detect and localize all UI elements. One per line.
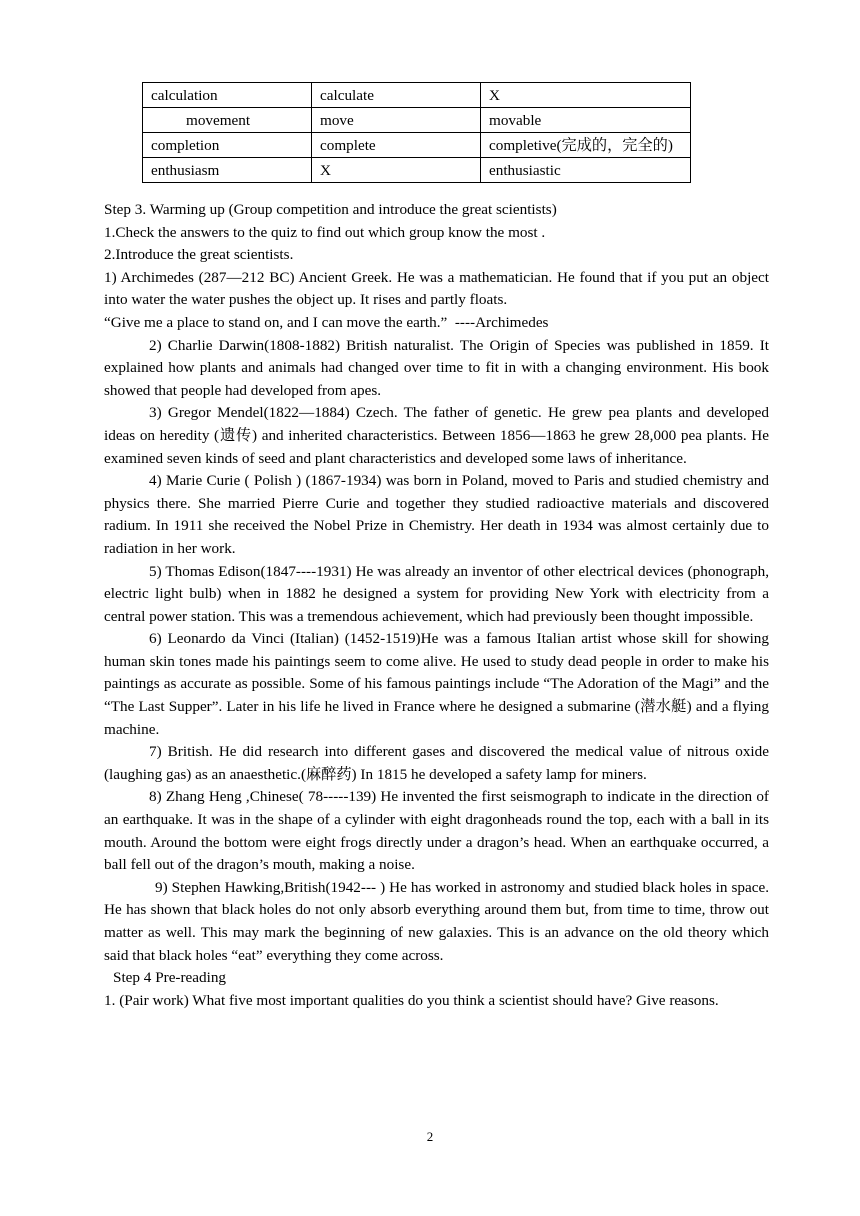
- step3-item-1: 1.Check the answers to the quiz to find out which group know the most .: [104, 223, 546, 241]
- table-cell: movement: [143, 108, 312, 133]
- step3-item-2: 2.Introduce the great scientists.: [104, 246, 294, 264]
- step4-heading: Step 4 Pre-reading: [113, 969, 227, 987]
- table-cell: enthusiastic: [481, 158, 691, 183]
- scientist-british-chemist: 7) British. He did research into different gases and discovered the medical value of nitrous oxide (laughing gas) as an anaesthetic.(麻醉药) In 1815 he developed a safety lamp for miners.: [104, 743, 769, 783]
- step4-item-1: 1. (Pair work) What five most important qualities do you think a scientist should have? Give reasons.: [104, 991, 719, 1009]
- table-cell: complete: [312, 133, 481, 158]
- scientist-zhang-heng: 8) Zhang Heng ,Chinese( 78-----139) He invented the first seismograph to indicate in the direction of an earthquake. It was in the shape of a cylinder with eight dragonheads round the top, each with a ball in its mouth. Around the bottom were eight frogs directly under a dragon’s head. When an earthquake occurred, a ball fell out of the dragon’s mouth, making a noise.: [104, 788, 769, 874]
- table-cell: enthusiasm: [143, 158, 312, 183]
- table-row: [143, 108, 691, 133]
- scientist-edison: 5) Thomas Edison(1847----1931) He was already an inventor of other electrical devices (phonograph, electric light bulb) when in 1882 he designed a system for providing New York with electricity from a central power station. This was a tremendous achievement, which had previously been thought impossible.: [104, 562, 769, 625]
- word-forms-table: [142, 82, 691, 183]
- document-body: [104, 199, 769, 1012]
- table-cell: X: [312, 158, 481, 183]
- scientist-darwin: 2) Charlie Darwin(1808-1882) British naturalist. The Origin of Species was published in 1859. It explained how plants and animals had changed over time to fit in with a changing environment. His book showed that people had developed from apes.: [104, 336, 769, 399]
- step3-heading: Step 3. Warming up (Group competition and introduce the great scientists): [104, 201, 557, 218]
- table-cell: move: [312, 108, 481, 133]
- table-row: [143, 158, 691, 183]
- table-row: [143, 133, 691, 158]
- scientist-archimedes: 1) Archimedes (287—212 BC) Ancient Greek. He was a mathematician. He found that if you put an object into water the water pushes the object up. It rises and partly floats.: [104, 268, 769, 309]
- archimedes-quote: “Give me a place to stand on, and I can move the earth.” ----Archimedes: [104, 313, 549, 331]
- scientist-curie: 4) Marie Curie ( Polish ) (1867-1934) was born in Poland, moved to Paris and studied chemistry and physics there. She married Pierre Curie and together they studied radioactive materials and discovered radium. In 1911 she received the Nobel Prize in Chemistry. Her death in 1934 was almost certainly due to radiation in her work.: [104, 472, 769, 557]
- table-cell: calculation: [143, 83, 312, 108]
- table-cell: X: [481, 83, 691, 108]
- table-cell: calculate: [312, 83, 481, 108]
- table-cell: movable: [481, 108, 691, 133]
- scientist-mendel: 3) Gregor Mendel(1822—1884) Czech. The father of genetic. He grew pea plants and developed ideas on heredity (遗传) and inherited characteristics. Between 1856—1863 he grew 28,000 pea plants. He examined seven kinds of seed and plant characteristics and developed some laws of inheritance.: [104, 404, 769, 467]
- page-number: 2: [426, 1129, 434, 1144]
- table-cell: completion: [143, 133, 312, 158]
- scientist-da-vinci: 6) Leonardo da Vinci (Italian) (1452-1519)He was a famous Italian artist whose skill for showing human skin tones made his paintings seem to come alive. He used to study dead people in order to make his paintings as accurate as possible. Some of his famous paintings include “The Adoration of the Magi” and the “The Last Supper”. Later in his life he lived in France where he designed a submarine (潜水艇) and a flying machine.: [104, 630, 769, 738]
- scientist-hawking: 9) Stephen Hawking,British(1942--- ) He has worked in astronomy and studied black holes in space. He has shown that black holes do not only absorb everything around them but, from time to time, throw out matter as well. This may mark the beginning of new galaxies. This is an advance on the old theory which said that black holes “eat” everything they come across.: [104, 878, 769, 964]
- table-cell: completive(完成的，完全的): [481, 133, 691, 158]
- table-row: [143, 83, 691, 108]
